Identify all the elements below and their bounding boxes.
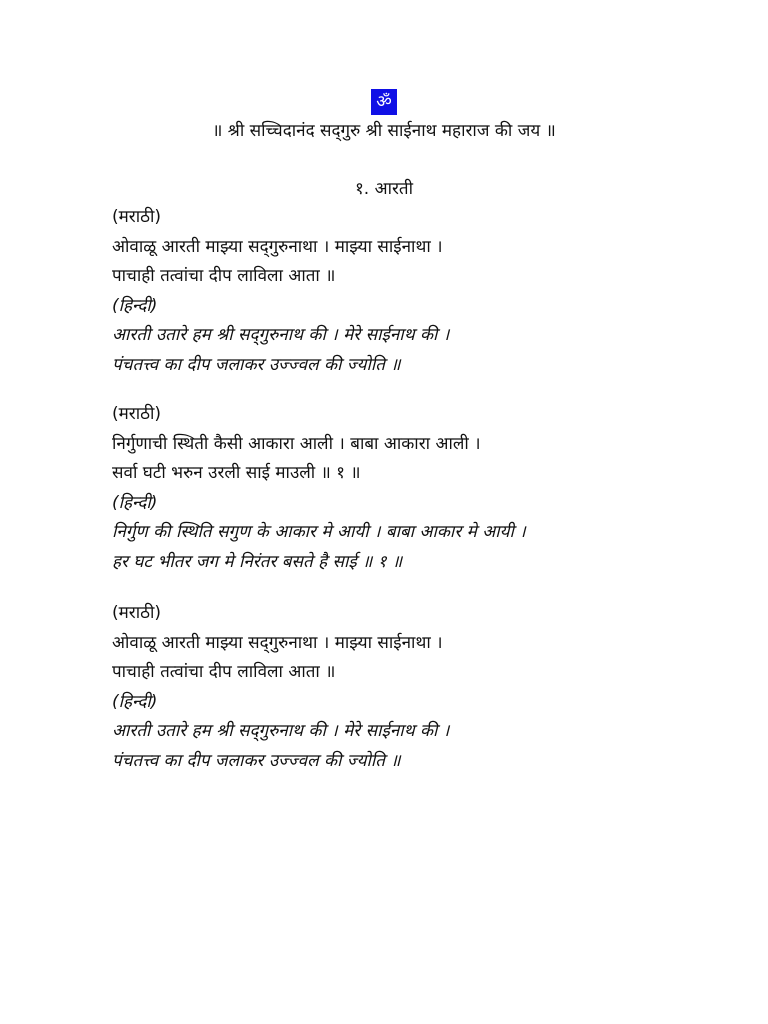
hindi-line-1: आरती उतारे हम श्री सद्‌गुरुनाथ की । मेरे साईनाथ की । bbox=[112, 721, 450, 742]
verse-block-2 bbox=[112, 400, 732, 578]
hindi-line-1: आरती उतारे हम श्री सद्‌गुरुनाथ की । मेरे साईनाथ की । bbox=[112, 325, 450, 346]
section-title: १. आरती bbox=[354, 179, 414, 199]
page-header: ॥ श्री सच्चिदानंद सद्‌गुरु श्री साईनाथ महाराज की जय ॥ bbox=[212, 121, 556, 141]
marathi-line-1: ओवाळू आरती माझ्या सद्‌गुरुनाथा । माझ्या साईनाथा । bbox=[112, 236, 443, 257]
marathi-line-2: पाचाही तत्वांचा दीप लाविला आता ॥ bbox=[112, 266, 336, 287]
hindi-line-2: पंचतत्त्व का दीप जलाकर उज्ज्वल की ज्योति ॥ bbox=[112, 354, 401, 375]
marathi-line-2: पाचाही तत्वांचा दीप लाविला आता ॥ bbox=[112, 662, 336, 683]
hindi-label: (हिन्दी) bbox=[112, 691, 158, 712]
hindi-label: (हिन्दी) bbox=[112, 492, 158, 513]
marathi-label: (मराठी) bbox=[112, 207, 162, 227]
verse-block-3 bbox=[112, 599, 732, 777]
verse-block-1 bbox=[112, 203, 732, 381]
marathi-label: (मराठी) bbox=[112, 404, 162, 424]
marathi-line-1: ओवाळू आरती माझ्या सद्‌गुरुनाथा । माझ्या साईनाथा । bbox=[112, 632, 443, 653]
hindi-line-2: हर घट भीतर जग मे निरंतर बसते है साई ॥ १ ॥ bbox=[112, 551, 403, 572]
om-symbol-icon: ॐ bbox=[371, 89, 397, 115]
marathi-label: (मराठी) bbox=[112, 603, 162, 623]
marathi-line-2: सर्वा घटी भरुन उरली साई माउली ॥ १ ॥ bbox=[112, 463, 361, 484]
marathi-line-1: निर्गुणाची स्थिती कैसी आकारा आली । बाबा आकारा आली । bbox=[112, 433, 481, 454]
hindi-line-2: पंचतत्त्व का दीप जलाकर उज्ज्वल की ज्योति ॥ bbox=[112, 750, 401, 771]
hindi-label: (हिन्दी) bbox=[112, 295, 158, 316]
hindi-line-1: निर्गुण की स्थिति सगुण के आकार मे आयी । बाबा आकार मे आयी । bbox=[112, 522, 526, 543]
